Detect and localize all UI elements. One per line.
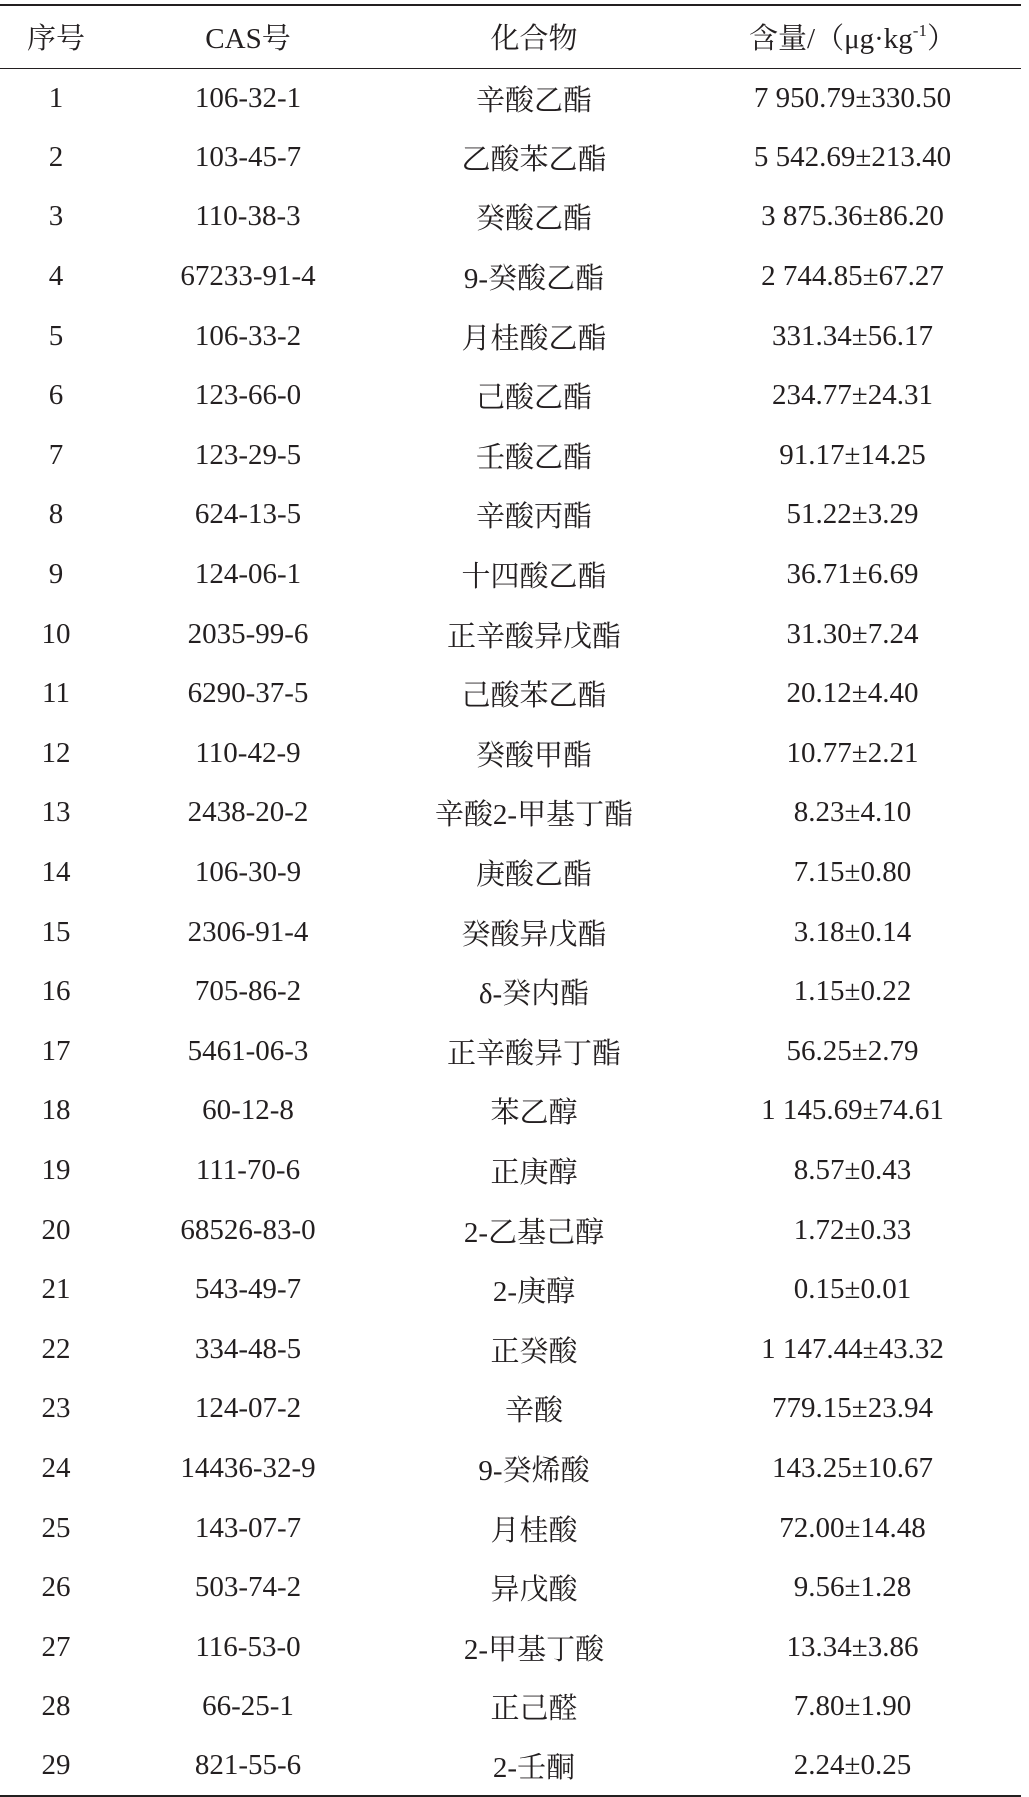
cell-compound: 9-癸烯酸 <box>478 1454 590 1487</box>
table-row <box>0 1141 1021 1201</box>
cell-cas: 106-33-2 <box>194 319 302 352</box>
header-content-main: 含量/（μg·kg <box>749 23 913 56</box>
cell-index: 6 <box>48 379 64 412</box>
table-header <box>0 5 1021 68</box>
cell-index: 15 <box>41 915 71 948</box>
table-row <box>0 128 1021 188</box>
cell-compound: 9-癸酸乙酯 <box>463 263 605 296</box>
cell-content: 1.15±0.22 <box>793 975 912 1008</box>
cell-cas: 543-49-7 <box>194 1273 302 1306</box>
table-row <box>0 664 1021 724</box>
table-row <box>0 962 1021 1022</box>
cell-cas: 66-25-1 <box>202 1690 294 1723</box>
cell-index: 27 <box>41 1630 71 1663</box>
cell-index: 19 <box>41 1153 71 1186</box>
cell-cas: 14436-32-9 <box>180 1451 316 1484</box>
table-row <box>0 1617 1021 1677</box>
table-row <box>0 1022 1021 1082</box>
cell-index: 17 <box>41 1034 71 1067</box>
cell-cas: 624-13-5 <box>194 498 302 531</box>
cell-compound: 月桂酸 <box>490 1514 578 1547</box>
cell-compound: 异戊酸 <box>490 1574 578 1607</box>
cell-cas: 103-45-7 <box>194 140 302 173</box>
cell-compound: 2-壬酮 <box>492 1752 576 1785</box>
header-content <box>684 5 1021 68</box>
cell-compound: 癸酸乙酯 <box>475 203 592 236</box>
cell-cas: 503-74-2 <box>194 1571 302 1604</box>
cell-cas: 705-86-2 <box>194 975 302 1008</box>
cell-content: 9.56±1.28 <box>793 1571 912 1604</box>
cell-cas: 110-38-3 <box>195 200 301 233</box>
cell-compound: 癸酸异戊酯 <box>461 918 607 951</box>
cell-content: 13.34±3.86 <box>786 1630 919 1663</box>
cell-content: 31.30±7.24 <box>786 617 919 650</box>
cell-index: 18 <box>41 1094 71 1127</box>
cell-cas: 143-07-7 <box>194 1511 302 1544</box>
cell-index: 5 <box>48 319 64 352</box>
cell-compound: 癸酸甲酯 <box>475 739 592 772</box>
cell-compound: 乙酸苯乙酯 <box>461 143 607 176</box>
cell-cas: 124-07-2 <box>194 1392 302 1425</box>
cell-content: 8.23±4.10 <box>793 796 912 829</box>
table-row <box>0 485 1021 545</box>
table-row <box>0 247 1021 307</box>
table-row <box>0 1200 1021 1260</box>
table-row <box>0 604 1021 664</box>
cell-content: 779.15±23.94 <box>772 1392 933 1425</box>
cell-index: 8 <box>48 498 64 531</box>
cell-compound: 月桂酸乙酯 <box>461 322 607 355</box>
cell-index: 29 <box>41 1749 71 1782</box>
cell-index: 26 <box>41 1571 71 1604</box>
cell-compound: 正辛酸异戊酯 <box>446 620 621 653</box>
table-row <box>0 1379 1021 1439</box>
cell-compound: 正辛酸异丁酯 <box>446 1037 621 1070</box>
table-row <box>0 783 1021 843</box>
cell-index: 28 <box>41 1690 71 1723</box>
cell-compound: 苯乙醇 <box>490 1097 578 1130</box>
cell-content: 56.25±2.79 <box>786 1034 919 1067</box>
cell-compound: 2-乙基己醇 <box>463 1216 605 1249</box>
cell-compound: 辛酸2-甲基丁酯 <box>434 799 634 832</box>
header-index: 序号 <box>26 23 85 56</box>
cell-compound: 己酸苯乙酯 <box>461 680 607 713</box>
cell-content: 1 145.69±74.61 <box>761 1094 944 1127</box>
cell-content: 10.77±2.21 <box>786 736 919 769</box>
cell-compound: 十四酸乙酯 <box>461 561 607 594</box>
table-row <box>0 1558 1021 1618</box>
cell-cas: 821-55-6 <box>194 1749 302 1782</box>
cell-compound: 己酸乙酯 <box>475 382 592 415</box>
table-row <box>0 843 1021 903</box>
cell-cas: 111-70-6 <box>195 1153 301 1186</box>
table-row <box>0 902 1021 962</box>
cell-content: 20.12±4.40 <box>786 677 919 710</box>
cell-content: 7 950.79±330.50 <box>753 81 952 114</box>
cell-cas: 2306-91-4 <box>187 915 309 948</box>
cell-compound: 2-庚醇 <box>492 1276 576 1309</box>
table-row <box>0 724 1021 784</box>
header-content-unit-exponent: -1 <box>912 21 927 41</box>
cell-index: 21 <box>41 1273 71 1306</box>
cell-cas: 123-29-5 <box>194 438 302 471</box>
cell-index: 23 <box>41 1392 71 1425</box>
cell-cas: 124-06-1 <box>194 558 302 591</box>
table-row <box>0 545 1021 605</box>
cell-compound: 正癸酸 <box>490 1335 578 1368</box>
table-row <box>0 1260 1021 1320</box>
table-row <box>0 1737 1021 1797</box>
table-row <box>0 366 1021 426</box>
cell-cas: 60-12-8 <box>202 1094 294 1127</box>
cell-cas: 6290-37-5 <box>187 677 309 710</box>
cell-index: 7 <box>48 438 64 471</box>
cell-index: 10 <box>41 617 71 650</box>
cell-content: 0.15±0.01 <box>793 1273 912 1306</box>
cell-compound: 辛酸丙酯 <box>475 501 592 534</box>
cell-index: 2 <box>48 140 64 173</box>
cell-compound: 庚酸乙酯 <box>475 859 592 892</box>
cell-content: 234.77±24.31 <box>772 379 933 412</box>
cell-cas: 2438-20-2 <box>187 796 309 829</box>
cell-content: 1.72±0.33 <box>793 1213 912 1246</box>
table-row <box>0 306 1021 366</box>
cell-compound: 正庚醇 <box>490 1156 578 1189</box>
table-row <box>0 1498 1021 1558</box>
cell-index: 3 <box>48 200 64 233</box>
cell-index: 4 <box>48 260 64 293</box>
table-row <box>0 1319 1021 1379</box>
cell-content: 51.22±3.29 <box>786 498 919 531</box>
table-row <box>0 426 1021 486</box>
cell-content: 143.25±10.67 <box>772 1451 933 1484</box>
cell-compound: 辛酸乙酯 <box>475 84 592 117</box>
cell-compound: 壬酸乙酯 <box>475 441 592 474</box>
cell-index: 1 <box>48 81 64 114</box>
cell-cas: 110-42-9 <box>195 736 301 769</box>
cell-content: 3 875.36±86.20 <box>761 200 944 233</box>
cell-content: 8.57±0.43 <box>793 1153 912 1186</box>
cell-compound: 2-甲基丁酸 <box>463 1633 605 1666</box>
cell-cas: 67233-91-4 <box>180 260 316 293</box>
cell-index: 24 <box>41 1451 71 1484</box>
header-compound: 化合物 <box>490 23 578 56</box>
cell-content: 3.18±0.14 <box>793 915 912 948</box>
cell-cas: 106-30-9 <box>194 856 302 889</box>
cell-cas: 106-32-1 <box>194 81 302 114</box>
cell-cas: 68526-83-0 <box>180 1213 316 1246</box>
compound-table <box>0 4 1021 1797</box>
cell-cas: 116-53-0 <box>195 1630 301 1663</box>
cell-content: 331.34±56.17 <box>772 319 933 352</box>
cell-content: 72.00±14.48 <box>779 1511 926 1544</box>
table-row <box>0 68 1021 128</box>
table-row <box>0 1081 1021 1141</box>
header-row <box>0 5 1021 68</box>
header-content-close: ） <box>926 23 956 56</box>
cell-index: 13 <box>41 796 71 829</box>
cell-compound: δ-癸内酯 <box>478 978 590 1011</box>
cell-cas: 2035-99-6 <box>187 617 309 650</box>
cell-content: 36.71±6.69 <box>786 558 919 591</box>
cell-content: 2 744.85±67.27 <box>761 260 944 293</box>
table-body <box>0 68 1021 1796</box>
cell-index: 9 <box>48 558 64 591</box>
cell-index: 20 <box>41 1213 71 1246</box>
cell-cas: 123-66-0 <box>194 379 302 412</box>
cell-content: 7.15±0.80 <box>793 856 912 889</box>
cell-index: 25 <box>41 1511 71 1544</box>
cell-index: 14 <box>41 856 71 889</box>
cell-index: 11 <box>42 677 70 710</box>
cell-cas: 334-48-5 <box>194 1332 302 1365</box>
table-row <box>0 1677 1021 1737</box>
cell-content: 2.24±0.25 <box>793 1749 912 1782</box>
cell-index: 16 <box>41 975 71 1008</box>
table-row <box>0 1439 1021 1499</box>
cell-index: 22 <box>41 1332 71 1365</box>
cell-cas: 5461-06-3 <box>187 1034 309 1067</box>
header-cas: CAS号 <box>205 23 291 56</box>
table-row <box>0 187 1021 247</box>
cell-compound: 正己醛 <box>490 1693 578 1726</box>
cell-content: 5 542.69±213.40 <box>753 140 952 173</box>
cell-content: 7.80±1.90 <box>793 1690 912 1723</box>
cell-compound: 辛酸 <box>504 1395 563 1428</box>
cell-content: 91.17±14.25 <box>779 438 926 471</box>
cell-content: 1 147.44±43.32 <box>761 1332 944 1365</box>
data-table <box>0 4 1021 1797</box>
cell-index: 12 <box>41 736 71 769</box>
